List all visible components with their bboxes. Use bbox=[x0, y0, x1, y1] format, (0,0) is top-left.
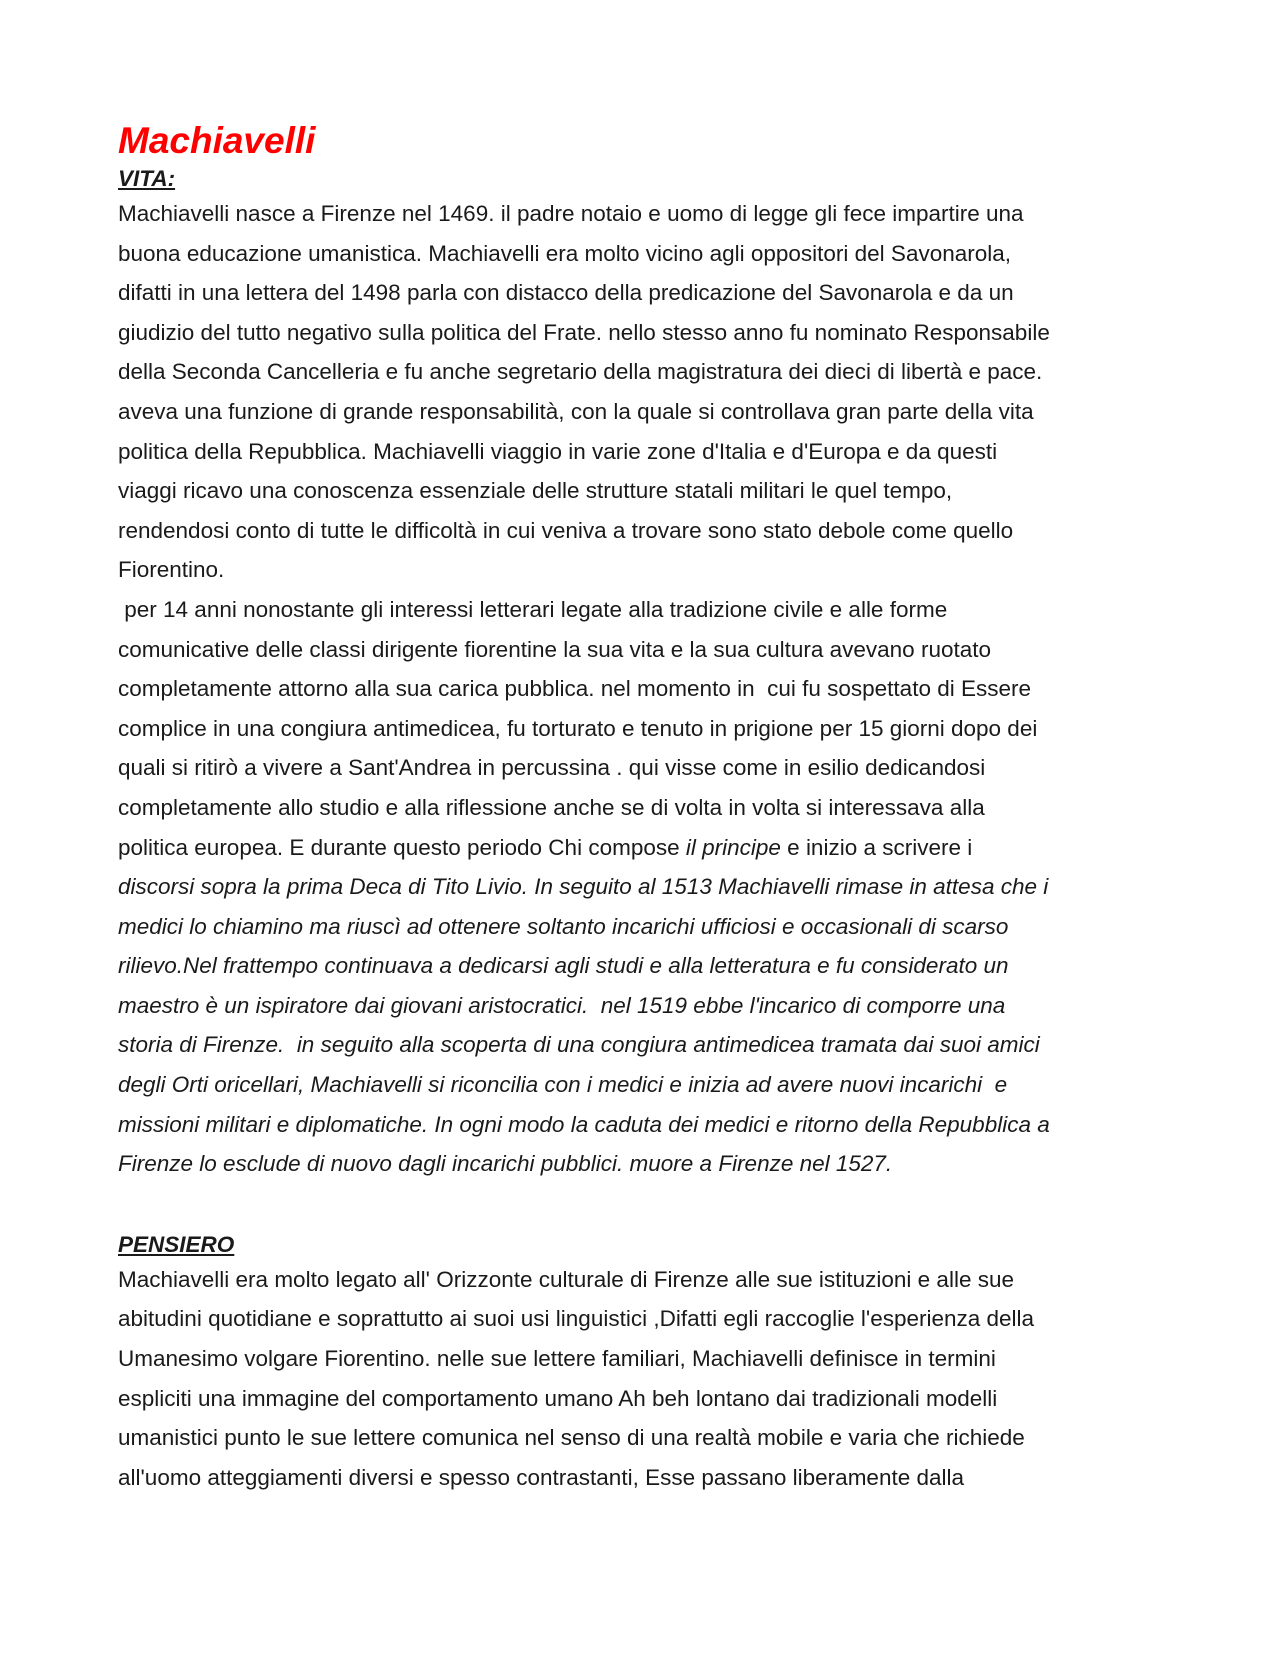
document-title: Machiavelli bbox=[118, 120, 316, 161]
text-line bbox=[118, 194, 1168, 234]
text-line bbox=[118, 1339, 1168, 1379]
section-pensiero bbox=[118, 1230, 1168, 1498]
text-segment: abitudini quotidiane e soprattutto ai suoi usi linguistici ,Difatti egli raccoglie l'esperienza della bbox=[118, 1306, 1035, 1332]
text-line bbox=[118, 630, 1168, 670]
italic-text-segment: maestro è un ispiratore dai giovani aristocratici. nel 1519 ebbe l'incarico di comporre una bbox=[118, 992, 1006, 1018]
text-segment: all'uomo atteggiamenti diversi e spesso contrastanti, Esse passano liberamente dalla bbox=[118, 1464, 965, 1490]
section-spacer bbox=[118, 1184, 1168, 1230]
text-segment: espliciti una immagine del comportamento umano Ah beh lontano dai tradizionali modelli bbox=[118, 1385, 998, 1411]
section-heading-pensiero: PENSIERO bbox=[118, 1231, 235, 1257]
italic-text-segment: Firenze lo esclude di nuovo dagli incarichi pubblici. muore a Firenze nel 1527. bbox=[118, 1151, 893, 1177]
text-segment: Fiorentino. bbox=[118, 557, 225, 583]
text-line bbox=[118, 867, 1168, 907]
text-segment: per 14 anni nonostante gli interessi letterari legate alla tradizione civile e alle forme bbox=[118, 596, 948, 622]
text-line bbox=[118, 709, 1168, 749]
text-line bbox=[118, 1379, 1168, 1419]
text-line bbox=[118, 748, 1168, 788]
text-line bbox=[118, 590, 1168, 630]
text-line bbox=[118, 946, 1168, 986]
text-line bbox=[118, 669, 1168, 709]
text-segment: comunicative delle classi dirigente fiorentine la sua vita e la sua cultura avevano ruotato bbox=[118, 636, 991, 662]
text-segment: politica della Repubblica. Machiavelli viaggio in varie zone d'Italia e d'Europa e da questi bbox=[118, 438, 998, 464]
text-line bbox=[118, 1260, 1168, 1300]
text-line bbox=[118, 907, 1168, 947]
text-segment: quali si ritirò a vivere a Sant'Andrea in percussina . qui visse come in esilio dedicandosi bbox=[118, 755, 986, 781]
italic-text-segment: il principe bbox=[685, 834, 781, 860]
text-line bbox=[118, 432, 1168, 472]
document-page bbox=[118, 118, 1168, 1497]
text-line bbox=[118, 471, 1168, 511]
section-heading-vita: VITA: bbox=[118, 166, 176, 191]
italic-text-segment: medici lo chiamino ma riuscì ad ottenere soltanto incarichi ufficiosi e occasionali di scarso bbox=[118, 913, 1009, 939]
section-vita bbox=[118, 164, 1168, 1184]
italic-text-segment: discorsi sopra la prima Deca di Tito Livio. In seguito al 1513 Machiavelli rimase in attesa che i bbox=[118, 874, 1049, 900]
text-segment: Machiavelli nasce a Firenze nel 1469. il padre notaio e uomo di legge gli fece impartire una bbox=[118, 201, 1024, 226]
text-segment: umanistici punto le sue lettere comunica nel senso di una realtà mobile e varia che richiede bbox=[118, 1425, 1025, 1451]
italic-text-segment: rilievo.Nel frattempo continuava a dedicarsi agli studi e alla letteratura e fu considerato un bbox=[118, 953, 1009, 979]
text-line bbox=[118, 1458, 1168, 1498]
italic-text-segment: missioni militari e diplomatiche. In ogni modo la caduta dei medici e ritorno della Repubblica a bbox=[118, 1111, 1050, 1137]
italic-text-segment: degli Orti oricellari, Machiavelli si riconcilia con i medici e inizia ad avere nuovi incarichi e bbox=[118, 1072, 1008, 1098]
paragraph-vita bbox=[118, 194, 1168, 1184]
text-line bbox=[118, 313, 1168, 353]
text-segment: complice in una congiura antimedicea, fu torturato e tenuto in prigione per 15 giorni dopo dei bbox=[118, 715, 1038, 741]
text-line bbox=[118, 788, 1168, 828]
text-segment: e inizio a scrivere i bbox=[780, 834, 973, 860]
text-segment: politica europea. E durante questo periodo Chi compose bbox=[118, 834, 686, 860]
text-line bbox=[118, 234, 1168, 274]
text-line bbox=[118, 1065, 1168, 1105]
text-segment: buona educazione umanistica. Machiavelli era molto vicino agli oppositori del Savonarola, bbox=[118, 240, 1012, 266]
text-line bbox=[118, 1144, 1168, 1184]
text-segment: aveva una funzione di grande responsabilità, con la quale si controllava gran parte della vita bbox=[118, 398, 1034, 424]
text-line bbox=[118, 511, 1168, 551]
italic-text-segment: storia di Firenze. in seguito alla scoperta di una congiura antimedicea tramata dai suoi amici bbox=[118, 1032, 1040, 1058]
text-line bbox=[118, 273, 1168, 313]
text-line bbox=[118, 1025, 1168, 1065]
text-segment: completamente attorno alla sua carica pubblica. nel momento in cui fu sospettato di Essere bbox=[118, 676, 1031, 702]
text-line bbox=[118, 392, 1168, 432]
text-segment: difatti in una lettera del 1498 parla con distacco della predicazione del Savonarola e da un bbox=[118, 280, 1014, 306]
text-line bbox=[118, 1299, 1168, 1339]
text-segment: viaggi ricavo una conoscenza essenziale delle strutture statali militari le quel tempo, bbox=[118, 478, 953, 504]
text-line bbox=[118, 986, 1168, 1026]
text-line bbox=[118, 828, 1168, 868]
text-line bbox=[118, 352, 1168, 392]
text-segment: completamente allo studio e alla riflessione anche se di volta in volta si interessava alla bbox=[118, 794, 985, 820]
text-segment: giudizio del tutto negativo sulla politica del Frate. nello stesso anno fu nominato Responsabile bbox=[118, 319, 1050, 345]
text-line bbox=[118, 1418, 1168, 1458]
text-line bbox=[118, 1105, 1168, 1145]
text-segment: rendendosi conto di tutte le difficoltà in cui veniva a trovare sono stato debole come quello bbox=[118, 517, 1014, 543]
text-line bbox=[118, 550, 1168, 590]
text-segment: Machiavelli era molto legato all' Orizzonte culturale di Firenze alle sue istituzioni e alle sue bbox=[118, 1266, 1014, 1292]
text-segment: Umanesimo volgare Fiorentino. nelle sue lettere familiari, Machiavelli definisce in termini bbox=[118, 1346, 996, 1372]
text-segment: della Seconda Cancelleria e fu anche segretario della magistratura dei dieci di libertà e pace. bbox=[118, 359, 1043, 385]
paragraph-pensiero bbox=[118, 1260, 1168, 1498]
